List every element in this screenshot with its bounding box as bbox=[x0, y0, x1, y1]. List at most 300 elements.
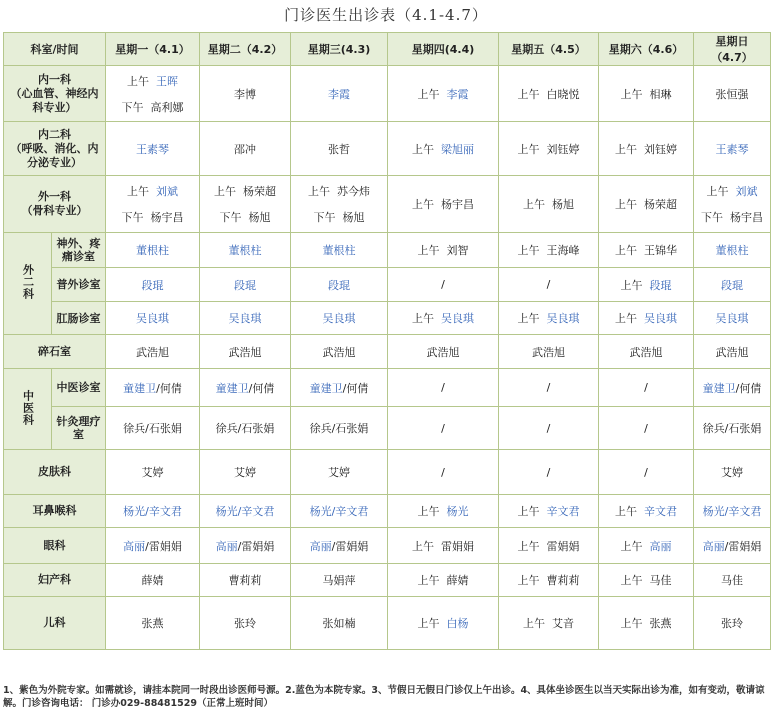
session-entry bbox=[390, 344, 496, 360]
session-entry bbox=[601, 277, 691, 293]
table-row bbox=[4, 407, 771, 450]
session-entry bbox=[293, 503, 385, 519]
doctor-name-secondary: /何倩 bbox=[735, 381, 762, 395]
schedule-cell bbox=[200, 66, 291, 122]
schedule-cell bbox=[291, 495, 388, 528]
header-dept-time bbox=[4, 33, 106, 66]
session-period: 上午 bbox=[417, 617, 440, 630]
header-label: 星期六（4.6） bbox=[608, 43, 684, 56]
schedule-cell bbox=[599, 564, 694, 597]
session-entry bbox=[108, 615, 197, 631]
doctor-name: 苏今炜 bbox=[337, 185, 370, 198]
doctor-name: 曹莉莉 bbox=[228, 574, 262, 587]
schedule-cell bbox=[200, 450, 291, 495]
schedule-cell bbox=[499, 369, 599, 407]
dept-label bbox=[4, 495, 106, 528]
session-entry bbox=[108, 344, 197, 360]
session-entry bbox=[108, 572, 197, 588]
session-entry bbox=[202, 86, 288, 102]
schedule-cell bbox=[200, 176, 291, 233]
session-entry bbox=[601, 141, 691, 157]
session-period: 上午 bbox=[620, 617, 643, 630]
doctor-name: 艾婷 bbox=[328, 466, 350, 479]
schedule-cell bbox=[291, 528, 388, 564]
doctor-name: 刘钰婷 bbox=[644, 142, 677, 156]
schedule-cell bbox=[599, 176, 694, 233]
doctor-name: 高丽 bbox=[702, 539, 725, 553]
doctor-name: 吴良琪 bbox=[715, 312, 749, 325]
session-period: 上午 bbox=[214, 185, 236, 198]
schedule-cell bbox=[106, 407, 200, 450]
dept-group-label bbox=[4, 369, 52, 450]
doctor-name: 刘智 bbox=[446, 244, 469, 257]
session-period: 上午 bbox=[615, 312, 637, 325]
doctor-name: 相琳 bbox=[649, 87, 672, 101]
schedule-cell bbox=[388, 176, 499, 233]
schedule-cell bbox=[388, 335, 499, 369]
schedule-cell bbox=[106, 597, 200, 650]
doctor-name: 董根柱 bbox=[228, 244, 262, 257]
doctor-name: 杨光 bbox=[446, 505, 469, 518]
schedule-cell bbox=[499, 302, 599, 335]
schedule-cell bbox=[499, 564, 599, 597]
doctor-name: 吴良琪 bbox=[136, 312, 169, 325]
session-period: 上午 bbox=[615, 142, 637, 156]
doctor-name: 杨旭 bbox=[552, 198, 574, 211]
doctor-name: 杨旭 bbox=[248, 211, 271, 224]
doctor-name: 薛婧 bbox=[141, 574, 164, 587]
doctor-name: 张哲 bbox=[328, 142, 350, 156]
session-entry bbox=[696, 464, 768, 480]
doctor-name: 曹莉莉 bbox=[546, 574, 580, 587]
session-entry bbox=[202, 344, 288, 360]
schedule-cell bbox=[599, 597, 694, 650]
doctor-name: 武浩旭 bbox=[322, 345, 356, 359]
schedule-cell bbox=[291, 233, 388, 268]
doctor-name: 武浩旭 bbox=[532, 345, 565, 359]
doctor-name: 杨旭 bbox=[342, 211, 365, 224]
session-entry bbox=[501, 344, 596, 360]
table-row bbox=[4, 302, 771, 335]
table-row bbox=[4, 66, 771, 122]
doctor-name: 段琨 bbox=[328, 278, 350, 292]
schedule-cell bbox=[694, 450, 771, 495]
schedule-cell bbox=[291, 176, 388, 233]
session-entry bbox=[696, 420, 768, 436]
schedule-table bbox=[3, 32, 771, 650]
session-entry bbox=[501, 86, 596, 102]
table-row bbox=[4, 495, 771, 528]
dept-label bbox=[4, 597, 106, 650]
doctor-name: 段琨 bbox=[721, 278, 743, 292]
doctor-name: 高丽 bbox=[309, 539, 332, 553]
subdept-name: 中医诊室 bbox=[56, 381, 101, 394]
schedule-cell bbox=[599, 335, 694, 369]
table-row bbox=[4, 564, 771, 597]
doctor-name: / bbox=[546, 381, 551, 394]
session-entry bbox=[108, 503, 197, 519]
doctor-name: 徐兵/石张娟 bbox=[215, 422, 275, 435]
session-entry bbox=[108, 277, 197, 293]
session-entry bbox=[293, 141, 385, 157]
dept-label bbox=[4, 66, 106, 122]
session-entry bbox=[108, 73, 197, 89]
doctor-name: / bbox=[441, 465, 445, 479]
session-entry bbox=[601, 344, 691, 360]
doctor-name: 梁旭丽 bbox=[441, 142, 474, 156]
session-entry bbox=[390, 381, 496, 394]
doctor-name: 杨宇昌 bbox=[730, 211, 763, 224]
session-period: 下午 bbox=[701, 211, 723, 224]
doctor-name: 童建卫 bbox=[702, 381, 736, 395]
subdept-label bbox=[52, 233, 106, 268]
schedule-cell bbox=[388, 233, 499, 268]
session-entry bbox=[202, 310, 288, 326]
page-title: 门诊医生出诊表（4.1-4.7） bbox=[284, 6, 488, 24]
schedule-cell bbox=[291, 302, 388, 335]
doctor-name: 马佳 bbox=[721, 574, 743, 587]
doctor-name: 李霞 bbox=[446, 87, 469, 101]
doctor-name: / bbox=[644, 465, 648, 479]
session-entry bbox=[390, 422, 496, 435]
session-entry bbox=[501, 572, 596, 588]
schedule-cell bbox=[200, 122, 291, 176]
session-entry bbox=[501, 310, 596, 326]
subdept-name: 针灸理疗室 bbox=[56, 415, 101, 441]
session-entry bbox=[202, 538, 288, 554]
session-entry bbox=[696, 344, 768, 360]
schedule-cell bbox=[388, 450, 499, 495]
session-entry bbox=[108, 538, 197, 554]
session-period: 上午 bbox=[620, 539, 643, 553]
header-day bbox=[499, 33, 599, 66]
dept-name: 内二科 （呼吸、消化、内分泌专业） bbox=[10, 127, 99, 169]
schedule-cell bbox=[694, 335, 771, 369]
session-period: 上午 bbox=[517, 87, 540, 101]
schedule-cell bbox=[694, 233, 771, 268]
dept-label bbox=[4, 335, 106, 369]
schedule-cell bbox=[599, 66, 694, 122]
doctor-name: 段琨 bbox=[234, 278, 256, 292]
doctor-name: 杨光/辛文君 bbox=[309, 505, 369, 518]
schedule-cell bbox=[599, 450, 694, 495]
session-entry bbox=[696, 209, 768, 225]
header-label: 科室/时间 bbox=[30, 43, 79, 56]
doctor-name: 张如楠 bbox=[322, 617, 356, 630]
doctor-name: 王锦华 bbox=[644, 244, 677, 257]
schedule-cell bbox=[200, 268, 291, 302]
doctor-name: 艾音 bbox=[552, 617, 574, 630]
dept-name: 外一科 （骨科专业） bbox=[21, 190, 88, 217]
subdept-name: 普外诊室 bbox=[56, 278, 101, 291]
doctor-name: 武浩旭 bbox=[136, 345, 169, 359]
doctor-name: 童建卫 bbox=[215, 381, 249, 395]
schedule-cell bbox=[499, 407, 599, 450]
session-period: 下午 bbox=[121, 211, 144, 224]
session-entry bbox=[293, 344, 385, 360]
session-entry bbox=[601, 503, 691, 519]
session-entry bbox=[601, 196, 691, 212]
session-entry bbox=[390, 141, 496, 157]
session-entry bbox=[108, 99, 197, 115]
session-entry bbox=[696, 503, 768, 519]
header-day bbox=[291, 33, 388, 66]
dept-name: 眼科 bbox=[43, 538, 66, 552]
dept-name: 内一科 （心血管、神经内科专业） bbox=[10, 72, 99, 114]
doctor-name: 张玲 bbox=[721, 617, 743, 630]
subdept-label bbox=[52, 407, 106, 450]
schedule-cell bbox=[694, 495, 771, 528]
doctor-name: 高丽 bbox=[649, 539, 672, 553]
schedule-cell bbox=[694, 528, 771, 564]
schedule-cell bbox=[106, 369, 200, 407]
session-entry bbox=[601, 572, 691, 588]
doctor-name: 董根柱 bbox=[136, 244, 169, 257]
session-entry bbox=[601, 615, 691, 631]
dept-label bbox=[4, 564, 106, 597]
doctor-name: / bbox=[546, 465, 551, 479]
schedule-cell bbox=[388, 369, 499, 407]
session-entry bbox=[293, 538, 385, 554]
doctor-name: 张恒强 bbox=[715, 87, 749, 101]
schedule-cell bbox=[200, 233, 291, 268]
session-entry bbox=[601, 422, 691, 435]
schedule-cell bbox=[499, 495, 599, 528]
session-period: 上午 bbox=[523, 617, 545, 630]
doctor-name-secondary: /何倩 bbox=[156, 381, 182, 395]
table-row bbox=[4, 233, 771, 268]
subdept-name: 神外、疼痛诊室 bbox=[56, 237, 101, 263]
doctor-name: 徐兵/石张娟 bbox=[123, 422, 182, 435]
doctor-name: 武浩旭 bbox=[426, 345, 460, 359]
schedule-cell bbox=[388, 302, 499, 335]
session-period: 上午 bbox=[620, 278, 643, 292]
header-label: 星期三(4.3) bbox=[307, 43, 371, 56]
doctor-name: 白晓悦 bbox=[546, 87, 580, 101]
subdept-name: 肛肠诊室 bbox=[56, 311, 101, 325]
session-entry bbox=[696, 86, 768, 102]
doctor-name: 董根柱 bbox=[322, 244, 356, 257]
session-entry bbox=[390, 310, 496, 326]
subdept-label bbox=[52, 369, 106, 407]
doctor-name: 董根柱 bbox=[715, 244, 749, 257]
session-entry bbox=[390, 503, 496, 519]
session-entry bbox=[601, 86, 691, 102]
doctor-name: 薛婧 bbox=[446, 574, 469, 587]
header-day bbox=[106, 33, 200, 66]
session-period: 上午 bbox=[412, 312, 434, 325]
session-period: 上午 bbox=[412, 198, 434, 211]
table-row bbox=[4, 597, 771, 650]
doctor-name: 艾婷 bbox=[234, 466, 256, 479]
session-entry bbox=[293, 464, 385, 480]
doctor-name: / bbox=[441, 381, 445, 394]
schedule-cell bbox=[388, 407, 499, 450]
schedule-cell bbox=[694, 597, 771, 650]
doctor-name-secondary: /何倩 bbox=[342, 381, 369, 395]
doctor-name: 雷娟娟 bbox=[441, 539, 474, 553]
schedule-cell bbox=[291, 407, 388, 450]
session-entry bbox=[202, 420, 288, 436]
schedule-cell bbox=[694, 66, 771, 122]
schedule-cell bbox=[694, 176, 771, 233]
schedule-cell bbox=[291, 66, 388, 122]
session-entry bbox=[390, 86, 496, 102]
session-entry bbox=[293, 86, 385, 102]
schedule-cell bbox=[291, 335, 388, 369]
doctor-name: 杨宇昌 bbox=[441, 198, 474, 211]
session-period: 上午 bbox=[412, 142, 434, 156]
doctor-name: 武浩旭 bbox=[629, 345, 663, 359]
session-period: 上午 bbox=[523, 198, 545, 211]
header-day bbox=[694, 33, 771, 66]
doctor-name: / bbox=[546, 421, 551, 435]
table-row bbox=[4, 450, 771, 495]
dept-label bbox=[4, 450, 106, 495]
session-entry bbox=[390, 538, 496, 554]
session-entry bbox=[108, 141, 197, 157]
table-row bbox=[4, 335, 771, 369]
doctor-name: 刘斌 bbox=[156, 185, 178, 198]
session-entry bbox=[202, 615, 288, 631]
session-entry bbox=[293, 209, 385, 225]
doctor-name: 杨光/辛文君 bbox=[123, 505, 182, 518]
session-entry bbox=[601, 538, 691, 554]
schedule-cell bbox=[200, 495, 291, 528]
doctor-name: 张燕 bbox=[649, 617, 672, 630]
doctor-name: 邵冲 bbox=[234, 142, 256, 156]
schedule-cell bbox=[200, 335, 291, 369]
schedule-cell bbox=[388, 564, 499, 597]
doctor-name: 吴良琪 bbox=[441, 312, 474, 325]
schedule-cell bbox=[106, 66, 200, 122]
doctor-name: 高丽 bbox=[215, 539, 238, 553]
table-row bbox=[4, 268, 771, 302]
doctor-name-secondary: /雷娟娟 bbox=[331, 539, 369, 553]
session-entry bbox=[108, 310, 197, 326]
subdept-label bbox=[52, 302, 106, 335]
doctor-name: 武浩旭 bbox=[715, 345, 749, 359]
session-period: 上午 bbox=[417, 505, 440, 518]
schedule-cell bbox=[291, 369, 388, 407]
session-entry bbox=[601, 466, 691, 479]
schedule-cell bbox=[694, 369, 771, 407]
session-entry bbox=[202, 572, 288, 588]
schedule-cell bbox=[291, 122, 388, 176]
session-entry bbox=[601, 242, 691, 258]
session-entry bbox=[293, 420, 385, 436]
session-period: 上午 bbox=[517, 244, 540, 257]
schedule-cell bbox=[291, 564, 388, 597]
doctor-name: 徐兵/石张娟 bbox=[309, 422, 369, 435]
doctor-name: 李博 bbox=[234, 87, 256, 101]
header-label: 星期二（4.2） bbox=[207, 43, 283, 56]
session-entry bbox=[696, 141, 768, 157]
schedule-cell bbox=[499, 335, 599, 369]
doctor-name: 张玲 bbox=[234, 617, 256, 630]
schedule-cell bbox=[388, 528, 499, 564]
doctor-name: 吴良琪 bbox=[644, 312, 677, 325]
doctor-name: 艾婷 bbox=[141, 466, 164, 479]
session-entry bbox=[696, 183, 768, 199]
session-entry bbox=[293, 615, 385, 631]
session-entry bbox=[501, 615, 596, 631]
dept-label bbox=[4, 528, 106, 564]
session-period: 上午 bbox=[517, 539, 540, 553]
session-entry bbox=[202, 242, 288, 258]
table-row bbox=[4, 122, 771, 176]
schedule-cell bbox=[200, 597, 291, 650]
session-period: 上午 bbox=[615, 244, 637, 257]
dept-group-label bbox=[4, 233, 52, 335]
schedule-cell bbox=[388, 66, 499, 122]
doctor-name: 刘钰婷 bbox=[546, 142, 580, 156]
session-period: 上午 bbox=[517, 505, 540, 518]
session-entry bbox=[501, 278, 596, 291]
doctor-name: / bbox=[644, 421, 648, 435]
session-period: 上午 bbox=[127, 74, 149, 88]
schedule-cell bbox=[291, 268, 388, 302]
schedule-cell bbox=[694, 302, 771, 335]
schedule-cell bbox=[599, 233, 694, 268]
doctor-name: 马娟萍 bbox=[322, 574, 356, 587]
doctor-name: 王晖 bbox=[156, 74, 178, 88]
session-period: 上午 bbox=[620, 574, 643, 587]
doctor-name: 杨光/辛文君 bbox=[215, 505, 275, 518]
dept-group-name: 中医科 bbox=[21, 389, 35, 426]
session-entry bbox=[696, 615, 768, 631]
dept-name: 妇产科 bbox=[38, 573, 71, 586]
dept-label bbox=[4, 122, 106, 176]
schedule-cell bbox=[694, 122, 771, 176]
header-day bbox=[200, 33, 291, 66]
session-entry bbox=[202, 209, 288, 225]
schedule-cell bbox=[106, 450, 200, 495]
session-entry bbox=[108, 242, 197, 258]
session-entry bbox=[293, 277, 385, 293]
doctor-name: 吴良琪 bbox=[228, 312, 262, 325]
doctor-name: 吴良琪 bbox=[322, 312, 356, 325]
session-entry bbox=[390, 278, 496, 291]
schedule-cell bbox=[388, 597, 499, 650]
table-row bbox=[4, 369, 771, 407]
session-period: 上午 bbox=[706, 185, 729, 198]
doctor-name: 杨荣超 bbox=[644, 198, 677, 211]
schedule-cell bbox=[200, 407, 291, 450]
schedule-cell bbox=[599, 407, 694, 450]
session-entry bbox=[390, 466, 496, 479]
doctor-name-secondary: /何倩 bbox=[248, 381, 275, 395]
session-period: 下午 bbox=[219, 211, 242, 224]
doctor-name: 杨荣超 bbox=[243, 185, 276, 198]
session-entry bbox=[108, 380, 197, 396]
schedule-cell bbox=[106, 564, 200, 597]
schedule-cell bbox=[106, 335, 200, 369]
session-period: 上午 bbox=[517, 312, 540, 325]
schedule-cell bbox=[106, 495, 200, 528]
session-entry bbox=[293, 242, 385, 258]
schedule-cell bbox=[499, 233, 599, 268]
session-period: 下午 bbox=[313, 211, 336, 224]
schedule-cell bbox=[499, 66, 599, 122]
schedule-cell bbox=[499, 176, 599, 233]
schedule-cell bbox=[499, 528, 599, 564]
doctor-name: / bbox=[441, 421, 445, 435]
subdept-label bbox=[52, 268, 106, 302]
dept-group-name: 外二科 bbox=[21, 264, 35, 300]
schedule-cell bbox=[499, 597, 599, 650]
doctor-name: 童建卫 bbox=[123, 381, 157, 395]
